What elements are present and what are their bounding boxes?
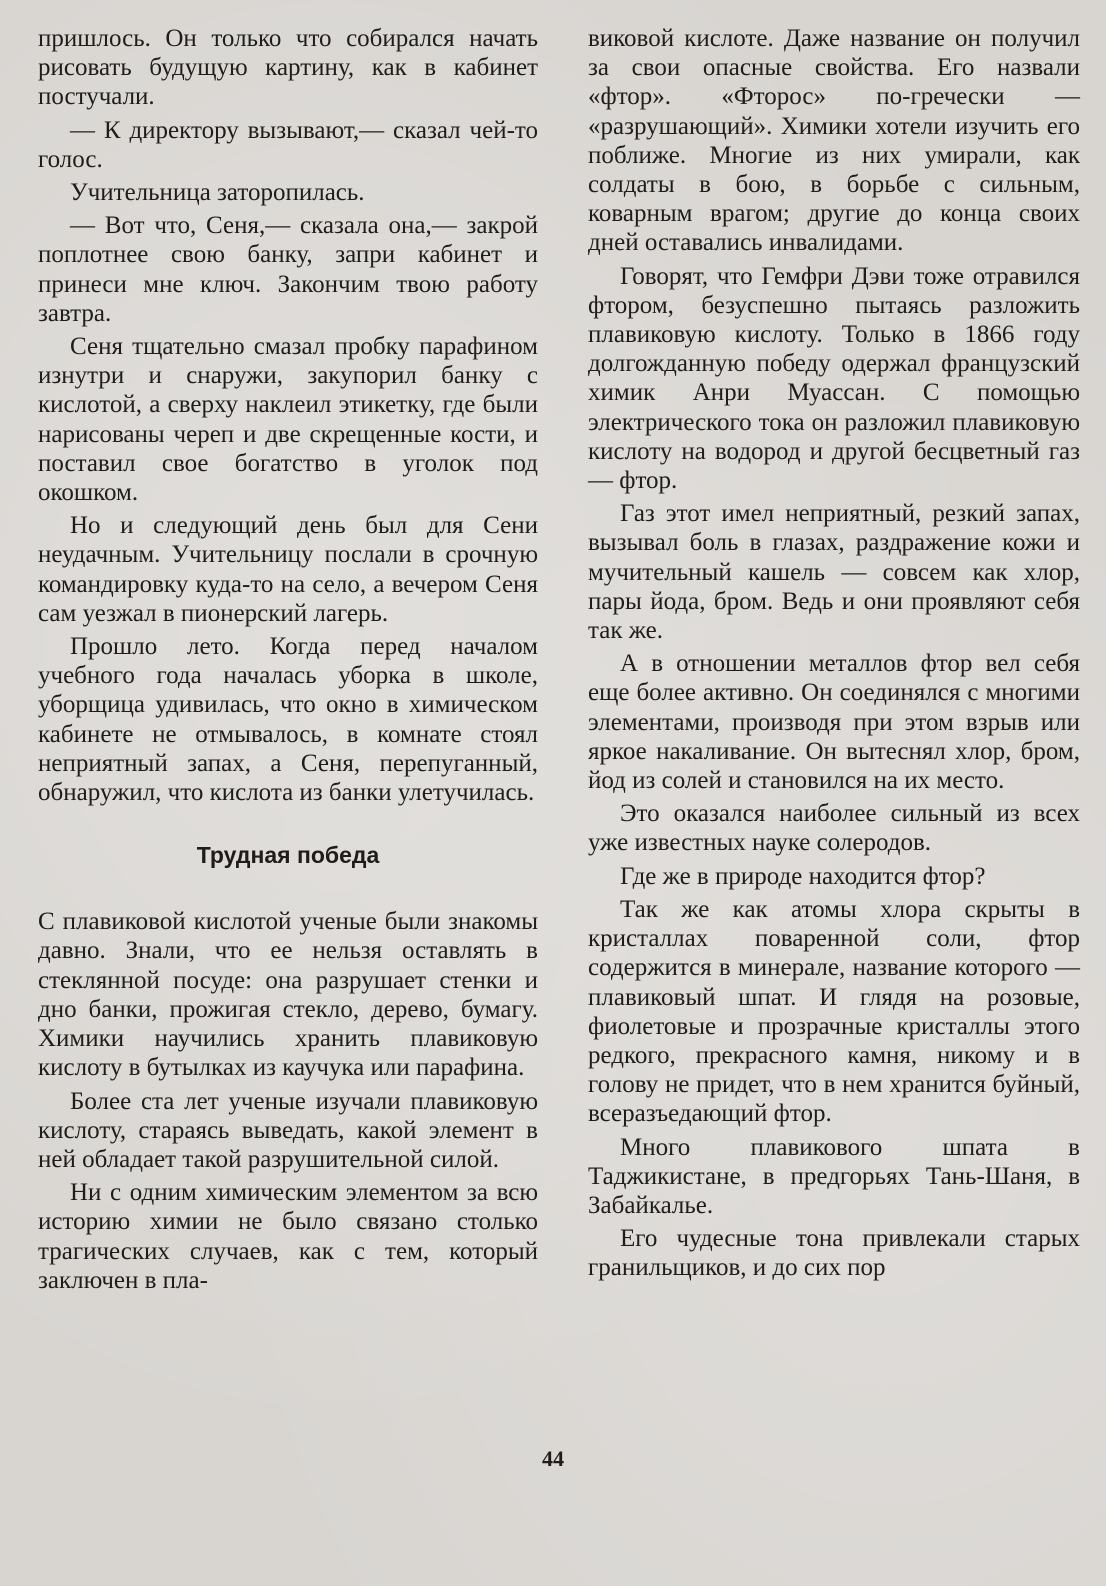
paragraph: Учительница заторопилась. (70, 179, 365, 207)
page-number: 44 (542, 1446, 564, 1471)
paragraph: Много плавикового шпата в Таджикистане, в предгорьях Тань-Шаня, в Забайкалье. (588, 1133, 1080, 1219)
paragraph: С плавиковой кислотой ученые были знакомы давно. Знали, что ее нельзя оставлять в стеклянной посуде: она разрушает стенки и дно банки, прожигая стекло, дерево, бумагу. Химики научились хранить плавиковую кислоту в бутылках из каучука или парафина. (38, 908, 538, 1082)
right-column (588, 24, 1080, 1283)
paragraph: пришлось. Он только что собирался начать рисовать будущую картину, как в кабинет постучали. (38, 25, 538, 111)
paragraph: — Вот что, Сеня,— сказала она,— закрой поплотнее свою банку, запри кабинет и принеси мне ключ. Закончим твою работу завтра. (38, 212, 538, 327)
paragraph: Ни с одним химическим элементом за всю историю химии не было связано столько трагических случаев, как с тем, который заключен в пла- (38, 1179, 538, 1294)
left-column (38, 24, 538, 1295)
paragraph: Его чудесные тона привлекали старых гранильщиков, и до сих пор (588, 1225, 1080, 1282)
paragraph: Где же в природе находится фтор? (620, 862, 986, 890)
paragraph: Сеня тщательно смазал пробку парафином изнутри и снаружи, закупорил банку с кислотой, а сверху наклеил этикетку, где были нарисованы череп и две скрещенные кости, и поставил свое богатство в уголок под окошком. (38, 333, 538, 507)
paragraph: Но и следующий день был для Сени неудачным. Учительницу послали в срочную командировку куда-то на село, а вечером Сеня сам уезжал в пионерский лагерь. (38, 512, 538, 627)
paragraph: Прошло лето. Когда перед началом учебного года началась уборка в школе, уборщица удивилась, что окно в химическом кабинете не отмывалось, в комнате стоял неприятный запах, а Сеня, перепуганный, обнаружил, что кислота из банки улетучилась. (38, 633, 538, 807)
paragraph: Так же как атомы хлора скрыты в кристаллах поваренной соли, фтор содержится в минерале, название которого — плавиковый шпат. И глядя на розовые, фиолетовые и прозрачные кристаллы этого редкого, прекрасного камня, никому и в голову не придет, что в нем хранится буйный, всеразъедающий фтор. (588, 895, 1080, 1128)
paragraph: Это оказался наиболее сильный из всех уже известных науке солеродов. (588, 800, 1080, 857)
section-title: Трудная победа (196, 842, 380, 869)
paragraph: Более ста лет ученые изучали плавиковую кислоту, стараясь выведать, какой элемент в ней обладает такой разрушительной силой. (38, 1087, 538, 1173)
paragraph: А в отношении металлов фтор вел себя еще более активно. Он соединялся с многими элементами, производя при этом взрыв или яркое накаливание. Он вытеснял хлор, бром, йод из солей и становился на их место. (588, 650, 1080, 795)
paragraph: Говорят, что Гемфри Дэви тоже отравился фтором, безуспешно пытаясь разложить плавиковую кислоту. Только в 1866 году долгожданную победу одержал французский химик Анри Муассан. С помощью электрического тока он разложил плавиковую кислоту на водород и другой бесцветный газ — фтор. (588, 262, 1080, 495)
paragraph: — К директору вызывают,— сказал чей-то голос. (38, 116, 538, 173)
paragraph: Газ этот имел неприятный, резкий запах, вызывал боль в глазах, раздражение кожи и мучительный кашель — совсем как хлор, пары йода, бром. Ведь и они проявляют себя так же. (588, 500, 1080, 645)
paragraph: виковой кислоте. Даже название он получил за свои опасные свойства. Его назвали «фтор». «Фторос» по-гречески — «разрушающий». Химики хотели изучить его поближе. Многие из них умирали, как солдаты в бою, в борьбе с сильным, коварным врагом; другие до конца своих дней оставались инвалидами. (588, 25, 1080, 257)
